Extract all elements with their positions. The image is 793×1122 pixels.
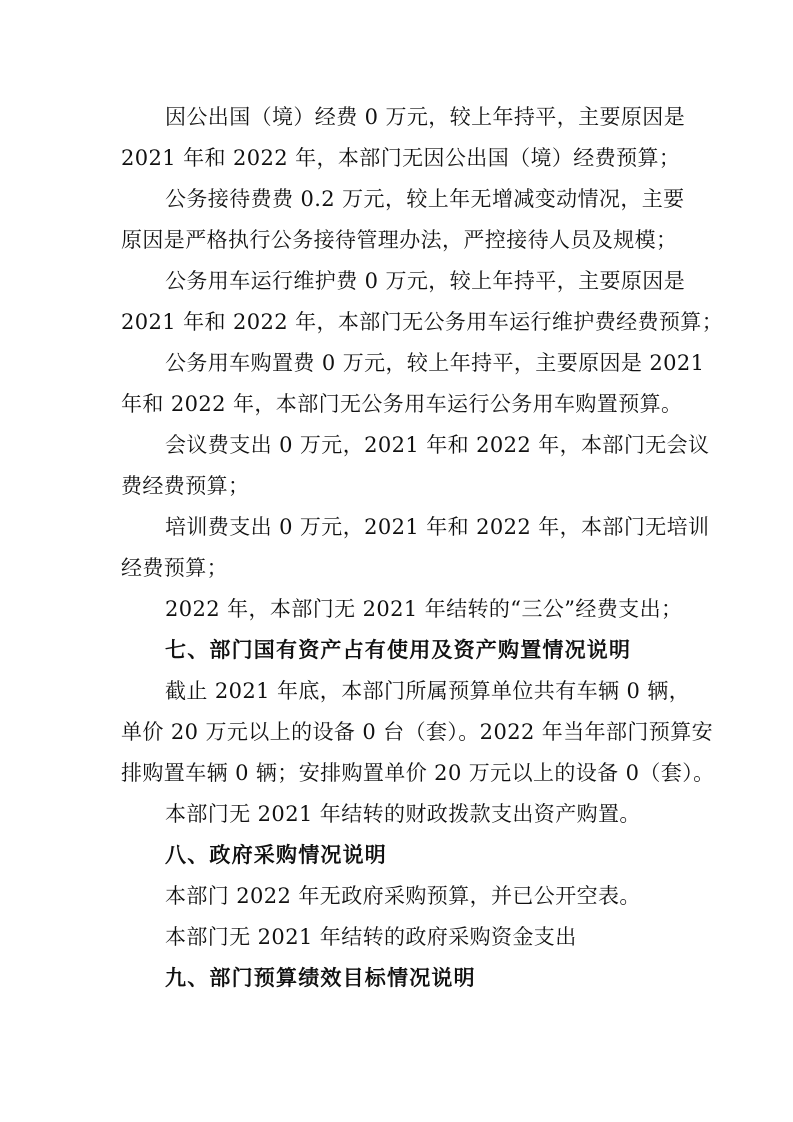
paragraph-line: 年和 2022 年，本部门无公务用车运行公务用车购置预算。: [121, 392, 683, 416]
paragraph-line: 经费预算；: [121, 556, 228, 580]
paragraph-line: 因公出国（境）经费 0 万元，较上年持平，主要原因是: [165, 105, 686, 129]
paragraph-line: 公务接待费费 0.2 万元，较上年无增减变动情况，主要: [165, 187, 685, 211]
paragraph-line: 本部门无 2021 年结转的财政拨款支出资产购置。: [165, 802, 641, 826]
paragraph-line: 费经费预算；: [121, 474, 250, 498]
paragraph-line: 单价 20 万元以上的设备 0 台（套）。2022 年当年部门预算安: [121, 720, 714, 744]
section-heading: 七、部门国有资产占有使用及资产购置情况说明: [165, 637, 632, 662]
paragraph-line: 截止 2021 年底，本部门所属预算单位共有车辆 0 辆，: [165, 679, 691, 703]
paragraph-line: 排购置车辆 0 辆；安排购置单价 20 万元以上的设备 0（套）。: [121, 761, 715, 785]
paragraph-line: 2022 年，本部门无 2021 年结转的“三公”经费支出；: [165, 597, 683, 621]
section-heading: 八、政府采购情况说明: [165, 842, 387, 867]
section-heading: 九、部门预算绩效目标情况说明: [165, 965, 476, 990]
paragraph-line: 2021 年和 2022 年，本部门无因公出国（境）经费预算；: [121, 146, 681, 170]
paragraph-line: 会议费支出 0 万元，2021 年和 2022 年，本部门无会议: [165, 433, 710, 457]
paragraph-line: 公务用车运行维护费 0 万元，较上年持平，主要原因是: [165, 269, 686, 293]
paragraph-line: 公务用车购置费 0 万元，较上年持平，主要原因是 2021: [165, 351, 705, 375]
paragraph-line: 2021 年和 2022 年，本部门无公务用车运行维护费经费预算；: [121, 310, 724, 334]
paragraph-line: 本部门无 2021 年结转的政府采购资金支出: [165, 925, 577, 949]
paragraph-line: 本部门 2022 年无政府采购预算，并已公开空表。: [165, 884, 641, 908]
paragraph-line: 原因是严格执行公务接待管理办法，严控接待人员及规模；: [121, 228, 678, 252]
paragraph-line: 培训费支出 0 万元，2021 年和 2022 年，本部门无培训: [165, 515, 710, 539]
